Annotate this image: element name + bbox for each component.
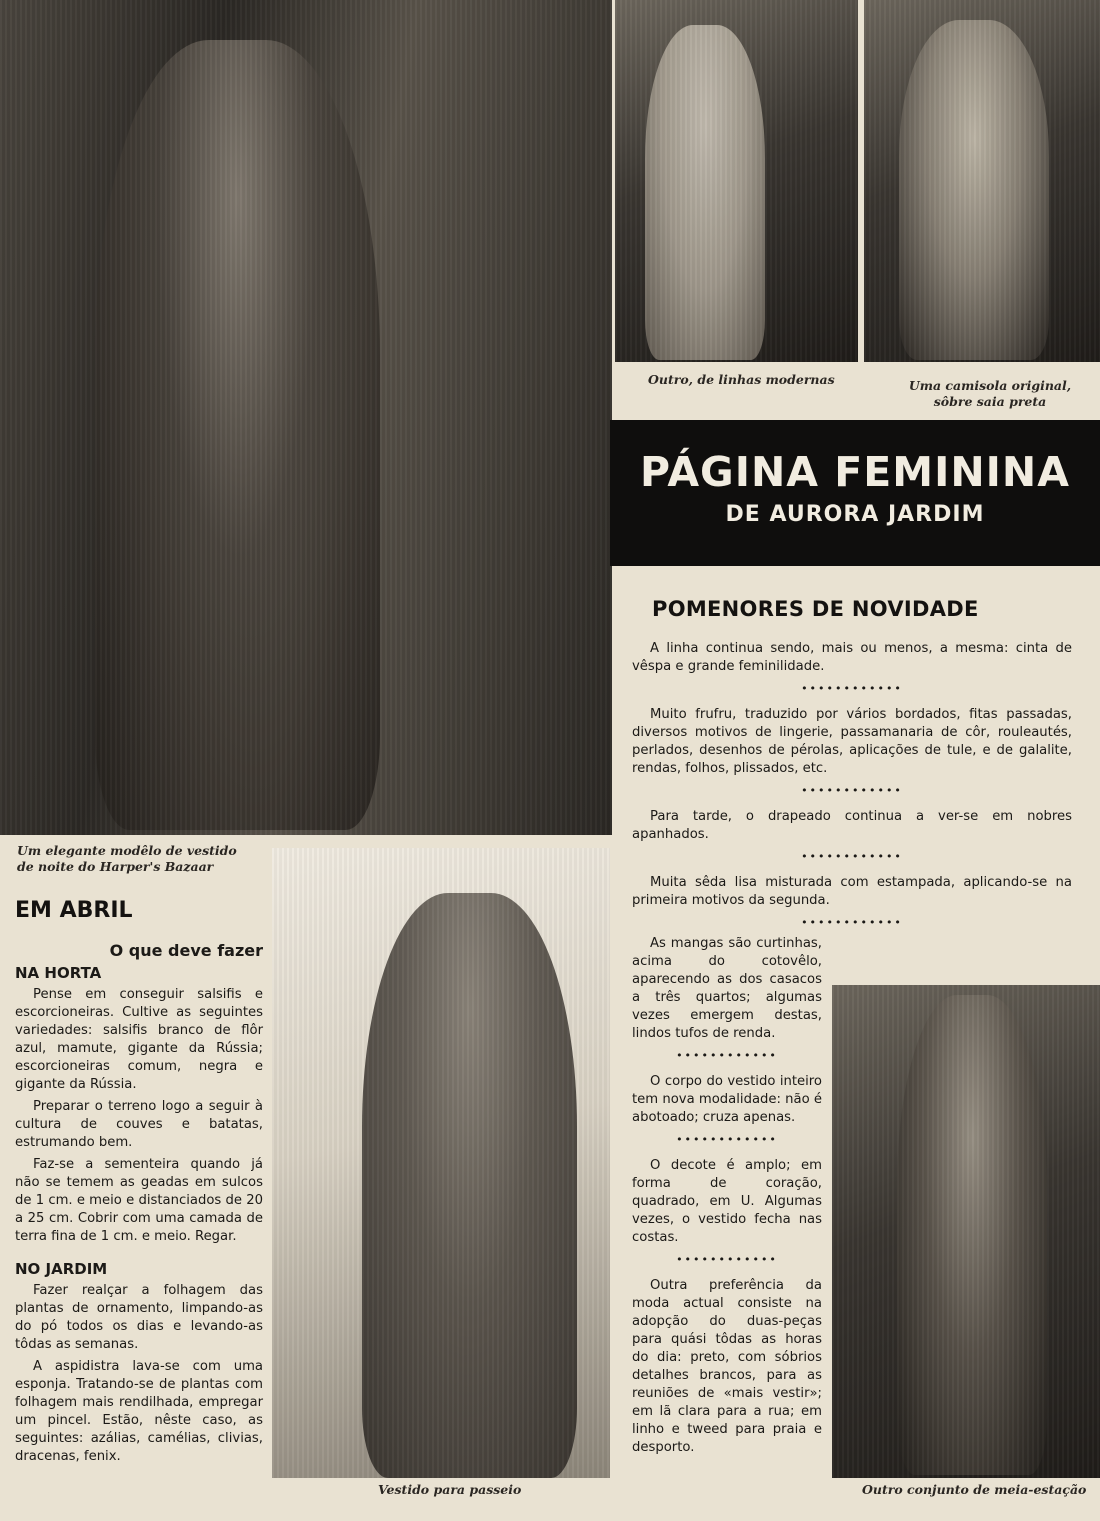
page-title: PÁGINA FEMININA: [640, 448, 1070, 496]
photo-meia-estacao: [832, 985, 1100, 1478]
figure-woman-passeio: [362, 893, 577, 1478]
separator: ••••••••••••: [801, 784, 903, 797]
separator: ••••••••••••: [676, 1253, 778, 1266]
separator: ••••••••••••: [676, 1049, 778, 1062]
figure-woman-camisola: [899, 20, 1049, 360]
jardim-p1: Fazer realçar a folhagem das plantas de ornamento, limpando-as do pó todos os dias e levando-as tôdas as semanas.: [15, 1283, 263, 1352]
caption-meia-estacao: Outro conjunto de meia-estação: [862, 1482, 1087, 1497]
novidade-column-bottom: [632, 935, 822, 1461]
separator: ••••••••••••: [801, 916, 903, 929]
abril-heading: EM ABRIL: [15, 898, 133, 923]
caption-passeio: Vestido para passeio: [378, 1482, 522, 1497]
novidade-p4: Muita sêda lisa misturada com estampada, aplicando-se na primeira motivos da segunda.: [632, 875, 1072, 908]
figure-woman-evening-dress: [95, 40, 380, 830]
novidade-p7: O decote é amplo; em forma de coração, quadrado, em U. Algumas vezes, o vestido fecha nas costas.: [632, 1158, 822, 1245]
horta-title: NA HORTA: [15, 964, 102, 982]
novidade-p6: O corpo do vestido inteiro tem nova modalidade: não é abotoado; cruza apenas.: [632, 1074, 822, 1125]
horta-p2: Preparar o terreno logo a seguir à cultura de couves e batatas, estrumando bem.: [15, 1099, 263, 1150]
photo-modern-coat: [615, 0, 858, 362]
novidade-p1: A linha continua sendo, mais ou menos, a mesma: cinta de vêspa e grande feminilidade.: [632, 641, 1072, 674]
separator: ••••••••••••: [801, 682, 903, 695]
separator: ••••••••••••: [676, 1133, 778, 1146]
byline: DE AURORA JARDIM: [725, 502, 985, 527]
figure-woman-meia-estacao: [897, 995, 1047, 1475]
novidade-p3: Para tarde, o drapeado continua a ver-se em nobres apanhados.: [632, 809, 1072, 842]
masthead: [610, 420, 1100, 566]
separator: ••••••••••••: [801, 850, 903, 863]
abril-subheading: O que deve fazer: [109, 941, 263, 960]
novidade-column-top: [632, 640, 1072, 940]
figure-woman-coat: [645, 25, 765, 360]
caption-modern: Outro, de linhas modernas: [648, 372, 835, 387]
jardim-title: NO JARDIM: [15, 1260, 108, 1278]
novidade-p8: Outra preferência da moda actual consiste na adopção do duas-peças para quási tôdas as horas do dia: preto, com sóbrios detalhes brancos, para as reuniões de «mais vestir»; em lã clara para a rua; em linho e tweed para praia e desporto.: [632, 1278, 822, 1455]
jardim-p2: A aspidistra lava-se com uma esponja. Tratando-se de plantas com folhagem mais rendilhada, empregar um pincel. Estão, nêste caso, as seguintes: azálias, camélias, clivias, dracenas, fenix.: [15, 1359, 263, 1464]
novidade-heading: POMENORES DE NOVIDADE: [652, 597, 979, 621]
photo-passeio: [272, 848, 610, 1478]
caption-evening-dress: Um elegante modêlo de vestido de noite do Harper's Bazaar: [17, 843, 237, 874]
caption-camisola: Uma camisola original, sôbre saia preta: [908, 378, 1072, 409]
novidade-p2: Muito frufru, traduzido por vários bordados, fitas passadas, diversos motivos de lingerie, passamanaria de côr, rouleautés, perlados, desenhos de pérolas, aplicações de tule, e de galalite, rendas, folhos, plissados, etc.: [632, 707, 1072, 776]
photo-camisola: [864, 0, 1100, 362]
horta-p1: Pense em conseguir salsifis e escorcioneiras. Cultive as seguintes variedades: salsifis branco de flôr azul, mamute, gigante da Rússia; escorcioneiras comum, negra e gigante da Rússia.: [15, 987, 263, 1092]
photo-evening-dress: [0, 0, 612, 835]
abril-column: [15, 938, 263, 1470]
novidade-p5: As mangas são curtinhas, acima do cotovêlo, aparecendo as dos casacos a três quartos; algumas vezes emergem destas, lindos tufos de renda.: [632, 936, 822, 1041]
horta-p3: Faz-se a sementeira quando já não se temem as geadas em sulcos de 1 cm. e meio e distanciados de 20 a 25 cm. Cobrir com uma camada de terra fina de 1 cm. e meio. Regar.: [15, 1157, 263, 1244]
